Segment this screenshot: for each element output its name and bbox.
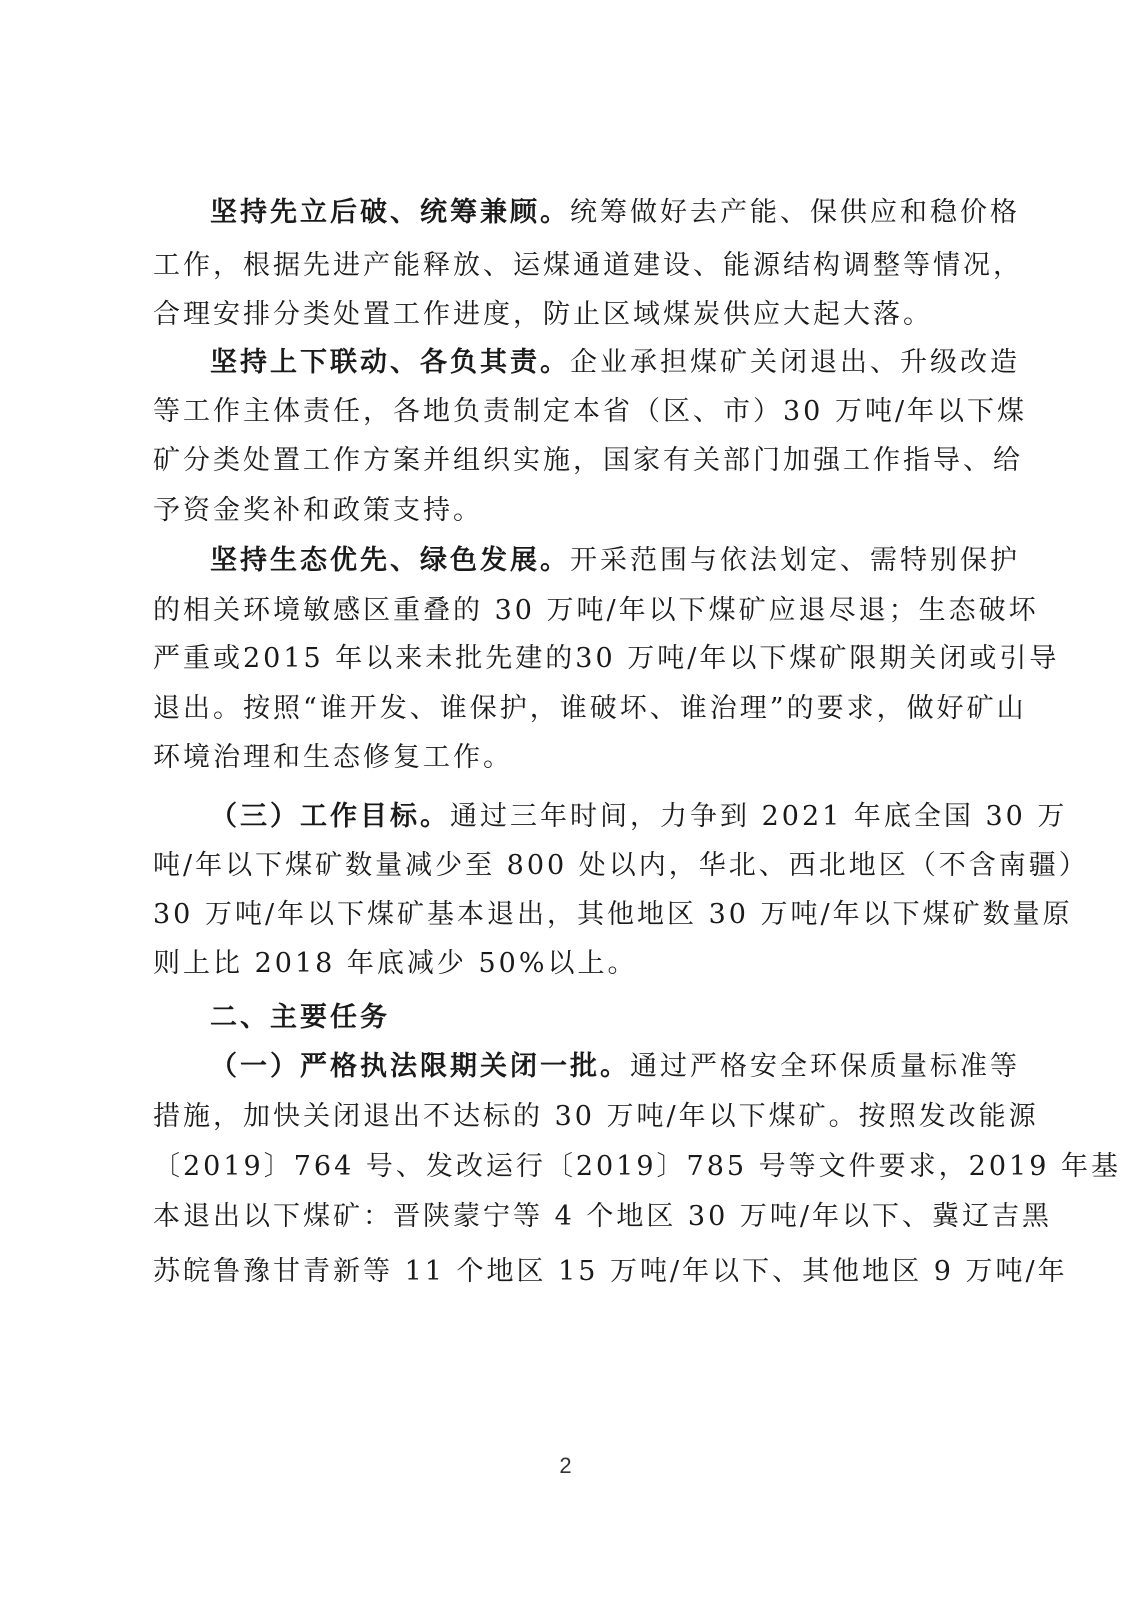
- paragraph-line: 苏皖鲁豫甘青新等 11 个地区 15 万吨/年以下、其他地区 9 万吨/年: [153, 1256, 1068, 1287]
- paragraph-line: 工作，根据先进产能释放、运煤通道建设、能源结构调整等情况，: [153, 250, 1023, 281]
- paragraph-text: 通过三年时间，力争到 2021 年底全国 30 万: [450, 801, 1068, 832]
- paragraph-line: 本退出以下煤矿：晋陕蒙宁等 4 个地区 30 万吨/年以下、冀辽吉黑: [153, 1201, 1052, 1232]
- section-heading: 二、主要任务: [210, 1002, 390, 1033]
- paragraph-line: 吨/年以下煤矿数量减少至 800 处以内，华北、西北地区（不含南疆）: [153, 850, 1089, 881]
- paragraph-line: 30 万吨/年以下煤矿基本退出，其他地区 30 万吨/年以下煤矿数量原: [153, 899, 1073, 930]
- paragraph-lead: （一）严格执法限期关闭一批。: [210, 1051, 630, 1082]
- page-number: 2: [559, 1453, 572, 1478]
- paragraph-lead: 坚持先立后破、统筹兼顾。: [210, 197, 570, 228]
- paragraph-text: 通过严格安全环保质量标准等: [630, 1051, 1020, 1082]
- paragraph-line: 合理安排分类处置工作进度，防止区域煤炭供应大起大落。: [153, 299, 933, 330]
- paragraph-line: 矿分类处置工作方案并组织实施，国家有关部门加强工作指导、给: [153, 445, 1023, 476]
- paragraph-line: [210, 1047, 1020, 1087]
- paragraph-text: 开采范围与依法划定、需特别保护: [570, 545, 1020, 576]
- paragraph-lead: （三）工作目标。: [210, 801, 450, 832]
- paragraph-line: [210, 343, 1020, 383]
- paragraph-text: 统筹做好去产能、保供应和稳价格: [570, 197, 1020, 228]
- paragraph-line: 予资金奖补和政策支持。: [153, 495, 483, 526]
- paragraph-lead: 坚持上下联动、各负其责。: [210, 347, 570, 378]
- paragraph-line: 措施，加快关闭退出不达标的 30 万吨/年以下煤矿。按照发改能源: [153, 1101, 1039, 1132]
- paragraph-text: 企业承担煤矿关闭退出、升级改造: [570, 347, 1020, 378]
- paragraph-line: 则上比 2018 年底减少 50%以上。: [153, 948, 638, 979]
- paragraph-line: 环境治理和生态修复工作。: [153, 742, 513, 773]
- paragraph-line: 严重或2015 年以来未批先建的30 万吨/年以下煤矿限期关闭或引导: [153, 643, 1060, 674]
- paragraph-line: 等工作主体责任，各地负责制定本省（区、市）30 万吨/年以下煤: [153, 396, 1028, 427]
- paragraph-line: 〔2019〕764 号、发改运行〔2019〕785 号等文件要求，2019 年基: [153, 1151, 1121, 1182]
- paragraph-line: 的相关环境敏感区重叠的 30 万吨/年以下煤矿应退尽退；生态破坏: [153, 595, 1039, 626]
- paragraph-line: [210, 797, 1068, 837]
- paragraph-line: 退出。按照“谁开发、谁保护，谁破坏、谁治理”的要求，做好矿山: [153, 693, 1027, 724]
- paragraph-lead: 坚持生态优先、绿色发展。: [210, 545, 570, 576]
- paragraph-line: [210, 193, 1020, 233]
- paragraph-line: [210, 541, 1020, 581]
